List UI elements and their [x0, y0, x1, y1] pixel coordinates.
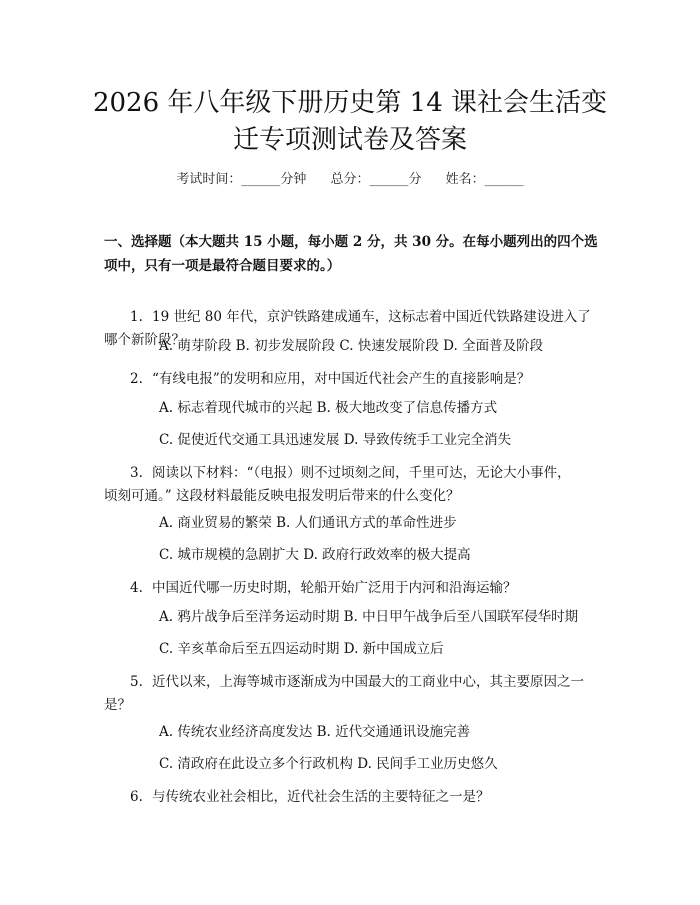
options-line: C. 辛亥革命后至五四运动时期 D. 新中国成立后 — [159, 641, 444, 657]
exam-info-row — [0, 168, 700, 187]
options-line: A. 商业贸易的繁荣 B. 人们通讯方式的革命性进步 — [159, 515, 457, 531]
question-text: 19 世纪 80 年代，京沪铁路建成通车，这标志着中国近代铁路建设进入了 — [152, 309, 591, 325]
question-3-options-2 — [159, 545, 609, 565]
question-text-cont: 顷刻可通。” 这段材料最能反映电报发明后带来的什么变化？ — [104, 488, 460, 504]
question-2-options-2 — [159, 430, 609, 450]
question-text-cont: 是？ — [104, 697, 131, 713]
question-1-options — [159, 336, 609, 356]
student-name-field: 姓名：______ — [445, 172, 524, 187]
question-2 — [104, 368, 604, 391]
exam-time-field: 考试时间：______分钟 — [176, 172, 307, 187]
question-number: 5. — [130, 674, 143, 690]
options-line: A. 萌芽阶段 B. 初步发展阶段 C. 快速发展阶段 D. 全面普及阶段 — [159, 338, 544, 354]
options-line: A. 标志着现代城市的兴起 B. 极大地改变了信息传播方式 — [159, 400, 498, 416]
question-number: 4. — [130, 580, 143, 596]
options-line: A. 传统农业经济高度发达 B. 近代交通通讯设施完善 — [159, 724, 471, 740]
question-1 — [104, 306, 604, 329]
question-number: 6. — [130, 789, 143, 805]
section-heading-line2: 项中，只有一项是最符合题目要求的。） — [104, 258, 341, 274]
page-title-line2: 迁专项测试卷及答案 — [232, 125, 467, 155]
question-5-options-1 — [159, 722, 609, 742]
question-text: 与传统农业社会相比，近代社会生活的主要特征之一是？ — [152, 789, 490, 805]
question-2-options-1 — [159, 398, 609, 418]
question-5 — [104, 671, 604, 694]
question-text: 近代以来，上海等城市逐渐成为中国最大的工商业中心，其主要原因之一 — [152, 674, 584, 690]
question-6 — [104, 786, 604, 809]
section-heading-line1: 一、选择题（本大题共 15 小题，每小题 2 分，共 30 分。在每小题列出的四个选 — [104, 234, 598, 250]
question-text: 中国近代哪一历史时期，轮船开始广泛用于内河和沿海运输？ — [152, 580, 517, 596]
question-3 — [104, 462, 604, 485]
question-text: 阅读以下材料：“（电报）则不过顷刻之间，千里可达，无论大小事件， — [152, 465, 571, 481]
question-4 — [104, 577, 604, 600]
question-3-options-1 — [159, 513, 609, 533]
options-line: A. 鸦片战争后至洋务运动时期 B. 中日甲午战争后至八国联军侵华时期 — [159, 609, 579, 625]
question-4-options-1 — [159, 607, 609, 627]
question-5-options-2 — [159, 754, 609, 774]
question-text-cont: 哪个新阶段？ — [104, 332, 185, 348]
page-title-line1: 2026 年八年级下册历史第 14 课社会生活变 — [92, 88, 608, 118]
question-number: 3. — [130, 465, 143, 481]
question-3-cont — [104, 485, 604, 508]
question-number: 1. — [130, 309, 143, 325]
total-score-field: 总分：______分 — [330, 172, 422, 187]
question-number: 2. — [130, 371, 143, 387]
question-5-cont — [104, 694, 604, 717]
question-text: “有线电报”的发明和应用，对中国近代社会产生的直接影响是？ — [152, 371, 531, 387]
question-4-options-2 — [159, 639, 609, 659]
options-line: C. 促使近代交通工具迅速发展 D. 导致传统手工业完全消失 — [159, 432, 512, 448]
options-line: C. 城市规模的急剧扩大 D. 政府行政效率的极大提高 — [159, 547, 471, 563]
options-line: C. 清政府在此设立多个行政机构 D. 民间手工业历史悠久 — [159, 756, 498, 772]
